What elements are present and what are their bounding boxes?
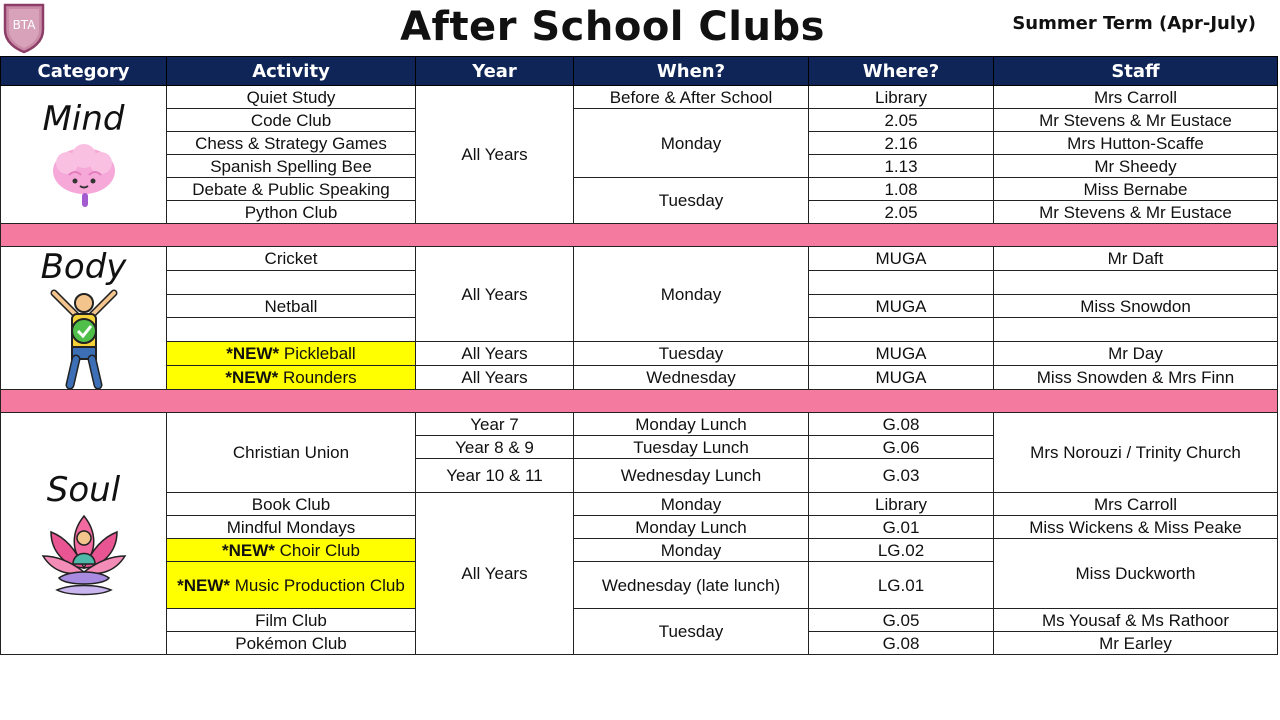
where-cell: [809, 270, 994, 294]
where-cell: MUGA: [809, 342, 994, 366]
staff-cell: Ms Yousaf & Ms Rathoor: [994, 609, 1278, 632]
table-row: [1, 247, 1278, 271]
staff-cell: Miss Duckworth: [994, 539, 1278, 609]
staff-cell: [994, 318, 1278, 342]
new-tag: *NEW*: [226, 344, 280, 364]
year-cell: All Years: [416, 342, 574, 366]
staff-cell: [994, 270, 1278, 294]
category-label: Soul: [46, 469, 121, 510]
where-cell: G.08: [809, 413, 994, 436]
where-cell: G.08: [809, 632, 994, 655]
activity-cell: Quiet Study: [167, 86, 416, 109]
activity-cell: Chess & Strategy Games: [167, 132, 416, 155]
staff-cell: Mrs Carroll: [994, 493, 1278, 516]
column-header-category: Category: [1, 57, 167, 86]
staff-cell: Mr Day: [994, 342, 1278, 366]
category-cell-body: [1, 247, 167, 390]
where-cell: 2.05: [809, 201, 994, 224]
staff-cell: Mr Stevens & Mr Eustace: [994, 109, 1278, 132]
table-row: [1, 413, 1278, 436]
year-cell: Year 8 & 9: [416, 436, 574, 459]
activity-cell: Christian Union: [167, 413, 416, 493]
activity-cell-new: *NEW* Rounders: [167, 366, 416, 390]
year-cell: All Years: [416, 247, 574, 342]
where-cell: G.03: [809, 459, 994, 493]
activity-cell: Spanish Spelling Bee: [167, 155, 416, 178]
when-cell: Monday: [574, 109, 809, 178]
activity-cell: Cricket: [167, 247, 416, 271]
when-cell: Tuesday Lunch: [574, 436, 809, 459]
when-cell: Wednesday Lunch: [574, 459, 809, 493]
year-cell: Year 10 & 11: [416, 459, 574, 493]
year-cell: All Years: [416, 366, 574, 390]
where-cell: G.05: [809, 609, 994, 632]
new-tag: *NEW*: [177, 575, 231, 595]
new-tag: *NEW*: [225, 368, 279, 388]
activity-cell: [167, 270, 416, 294]
where-cell: 1.08: [809, 178, 994, 201]
where-cell: 2.05: [809, 109, 994, 132]
when-cell: Monday: [574, 493, 809, 516]
staff-cell: Mrs Norouzi / Trinity Church: [994, 413, 1278, 493]
where-cell: LG.02: [809, 539, 994, 562]
when-cell: Tuesday: [574, 342, 809, 366]
activity-cell: Mindful Mondays: [167, 516, 416, 539]
category-label: Mind: [42, 98, 125, 139]
table-row: [1, 516, 1278, 539]
when-cell: Before & After School: [574, 86, 809, 109]
staff-cell: Mr Sheedy: [994, 155, 1278, 178]
staff-cell: Mrs Hutton-Scaffe: [994, 132, 1278, 155]
when-cell: Monday Lunch: [574, 413, 809, 436]
table-header-row: [1, 57, 1278, 86]
column-header-activity: Activity: [167, 57, 416, 86]
table-row: [1, 178, 1278, 201]
page-title: After School Clubs: [400, 4, 825, 50]
activity-cell: Book Club: [167, 493, 416, 516]
where-cell: LG.01: [809, 562, 994, 609]
activity-cell: Debate & Public Speaking: [167, 178, 416, 201]
staff-cell: Miss Wickens & Miss Peake: [994, 516, 1278, 539]
year-cell: All Years: [416, 86, 574, 224]
activity-cell: Film Club: [167, 609, 416, 632]
where-cell: G.01: [809, 516, 994, 539]
separator-band: [1, 224, 1278, 247]
category-separator: [1, 390, 1278, 413]
new-tag: *NEW*: [222, 540, 275, 560]
activity-cell: Netball: [167, 294, 416, 318]
column-header-when: When?: [574, 57, 809, 86]
table-row: [1, 609, 1278, 632]
where-cell: MUGA: [809, 294, 994, 318]
when-cell: Monday: [574, 247, 809, 342]
brain-icon: [49, 141, 119, 211]
staff-cell: Mr Daft: [994, 247, 1278, 271]
category-separator: [1, 224, 1278, 247]
activity-cell-new: *NEW* Music Production Club: [167, 562, 416, 609]
separator-band: [1, 390, 1278, 413]
activity-cell-new: *NEW* Pickleball: [167, 342, 416, 366]
table-row: [1, 366, 1278, 390]
staff-cell: Miss Snowden & Mrs Finn: [994, 366, 1278, 390]
where-cell: 1.13: [809, 155, 994, 178]
where-cell: G.06: [809, 436, 994, 459]
staff-cell: Miss Bernabe: [994, 178, 1278, 201]
when-cell: Tuesday: [574, 609, 809, 655]
column-header-year: Year: [416, 57, 574, 86]
meditation-lotus-icon: [41, 512, 127, 598]
clubs-table: [0, 56, 1278, 655]
staff-cell: Mrs Carroll: [994, 86, 1278, 109]
table-row: [1, 342, 1278, 366]
where-cell: Library: [809, 86, 994, 109]
table-row: [1, 109, 1278, 132]
table-row: [1, 539, 1278, 562]
activity-cell-new: *NEW* Choir Club: [167, 539, 416, 562]
category-cell-soul: [1, 413, 167, 655]
staff-cell: Miss Snowdon: [994, 294, 1278, 318]
when-cell: Tuesday: [574, 178, 809, 224]
activity-cell: Python Club: [167, 201, 416, 224]
term-label: Summer Term (Apr-July): [1012, 13, 1256, 34]
where-cell: Library: [809, 493, 994, 516]
table-row: [1, 493, 1278, 516]
activity-cell: Code Club: [167, 109, 416, 132]
where-cell: MUGA: [809, 366, 994, 390]
staff-cell: Mr Earley: [994, 632, 1278, 655]
where-cell: MUGA: [809, 247, 994, 271]
activity-cell: Pokémon Club: [167, 632, 416, 655]
year-cell: Year 7: [416, 413, 574, 436]
column-header-staff: Staff: [994, 57, 1278, 86]
when-cell: Monday Lunch: [574, 516, 809, 539]
staff-cell: Mr Stevens & Mr Eustace: [994, 201, 1278, 224]
where-cell: [809, 318, 994, 342]
category-label: Body: [40, 247, 127, 287]
when-cell: Monday: [574, 539, 809, 562]
year-cell: All Years: [416, 493, 574, 655]
when-cell: Wednesday (late lunch): [574, 562, 809, 609]
table-row: [1, 86, 1278, 109]
when-cell: Wednesday: [574, 366, 809, 390]
where-cell: 2.16: [809, 132, 994, 155]
svg-text:BTA: BTA: [12, 18, 36, 32]
column-header-where: Where?: [809, 57, 994, 86]
person-checkmark-icon: [46, 289, 122, 389]
activity-cell: [167, 318, 416, 342]
category-cell-mind: [1, 86, 167, 224]
